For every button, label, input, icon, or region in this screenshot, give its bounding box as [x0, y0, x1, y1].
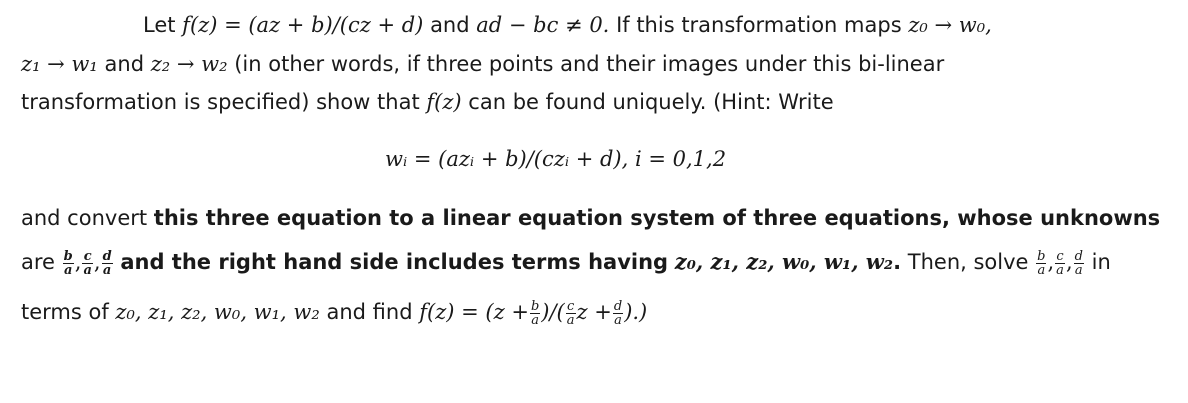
fraction-b-over-a: $\frac{b}{a}$ [63, 248, 73, 278]
fraction-d-over-a: $\frac{d}{a}$ [613, 299, 623, 328]
fraction-b-over-a: $\frac{b}{a}$ [1037, 248, 1046, 278]
sentence-fragment: (in other words, if three points and their images under this bi-linear [234, 52, 945, 76]
sentence-fragment: If this transformation maps [616, 13, 902, 37]
image-equation: wᵢ = (azᵢ + b)/(czᵢ + d), i = 0,1,2 [385, 147, 727, 171]
line-1 [143, 11, 992, 39]
fraction-b-over-a: $\frac{b}{a}$ [530, 299, 540, 328]
let-word: Let [143, 13, 176, 37]
line-5 [21, 204, 1160, 232]
sentence-fragment: Then, solve [907, 250, 1029, 274]
result-formula: f(z) = (z + $\frac{b}{a}$ )/( $\frac{c}{a}$ z + $\frac{d}{a}$ ).) [419, 299, 648, 328]
fraction-c-over-a: $\frac{c}{a}$ [1056, 248, 1064, 278]
determinant-condition: ad − bc ≠ 0. [476, 13, 610, 37]
fraction-c-over-a: $\frac{c}{a}$ [83, 248, 92, 278]
fraction-d-over-a: $\frac{d}{a}$ [1074, 248, 1083, 278]
line-7 [21, 298, 647, 327]
mapping-z1-w1: z₁ → w₁ [21, 52, 98, 76]
fraction-c-over-a: $\frac{c}{a}$ [566, 299, 575, 328]
function-fz: f(z) [426, 90, 462, 114]
line-3 [21, 88, 834, 116]
mapping-z2-w2: z₂ → w₂ [150, 52, 228, 76]
and-word: and [104, 52, 145, 76]
bold-instruction: this three equation to a linear equation system of three equations, whose unknowns [153, 206, 1161, 230]
sentence-fragment: can be found uniquely. (Hint: Write [468, 90, 834, 114]
function-definition: f(z) = (az + b)/(cz + d) [182, 13, 424, 37]
sentence-fragment: transformation is specified) show that [21, 90, 420, 114]
sentence-fragment: and convert [21, 206, 148, 230]
line-4 [385, 145, 726, 173]
bold-instruction: and the right hand side includes terms having [120, 250, 669, 274]
line-6: are $\frac{b}{a}$ , $\frac{c}{a}$ , $\frac{d}{a}$ and the right hand side includes terms having z₀, z₁, z₂, w₀, w₁, w₂. Then, solve $\frac{b}{a}$ , $\frac{c}{a}$ , $\frac{d}{a}$ in [21, 248, 1111, 278]
are-word: are [21, 250, 55, 274]
fraction-d-over-a: $\frac{d}{a}$ [102, 248, 112, 278]
and-word: and [430, 13, 470, 37]
line-2 [21, 50, 944, 78]
in-word: in [1091, 250, 1111, 274]
mapping-z0-w0: z₀ → w₀, [908, 13, 992, 37]
variable-list: z₀, z₁, z₂, w₀, w₁, w₂ [115, 300, 320, 324]
sentence-fragment: and find [326, 300, 413, 324]
sentence-fragment: terms of [21, 300, 109, 324]
variable-list: z₀, z₁, z₂, w₀, w₁, w₂ [674, 249, 894, 274]
